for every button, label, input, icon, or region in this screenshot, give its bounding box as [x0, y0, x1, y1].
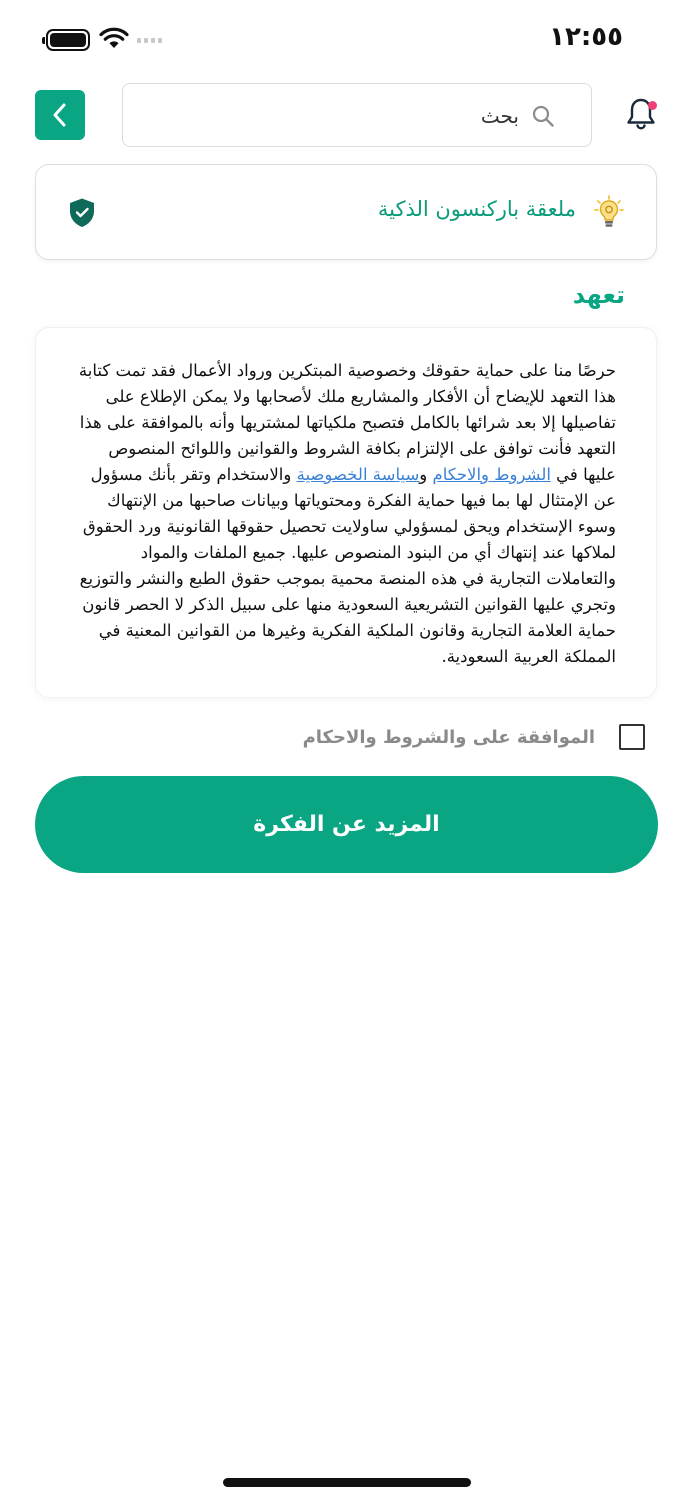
shield-check-icon [68, 197, 96, 229]
pledge-card [35, 327, 657, 698]
agreement-row[interactable] [303, 722, 645, 752]
pledge-section-title: تعهد [572, 281, 625, 309]
link-connector: و [419, 465, 433, 484]
back-button[interactable] [35, 90, 85, 140]
notification-dot [648, 101, 657, 110]
agreement-checkbox[interactable] [619, 724, 645, 750]
battery-icon [46, 29, 90, 51]
status-time: ١٢:٥٥ [549, 22, 623, 52]
pledge-text-intro: حرصًا منا على حماية حقوقك وخصوصية المبتكرين ورواد الأعمال فقد تمت كتابة هذا التعهد للإيضاح أن الأفكار والمشاريع ملك لأصحابها ولا يمكن الإطلاع على تفاصيلها إلا بعد شرائها بالكامل فتصبح ملكياتها لمشتريها وأنه بالموافقة على هذا التعهد فأنت توافق على الإلتزام بكافة الشروط والقوانين واللوائح المنصوص عليها في [78, 361, 616, 484]
pledge-text [76, 358, 616, 670]
signal-icon [137, 38, 162, 43]
agreement-label: الموافقة على والشروط والاحكام [302, 726, 595, 748]
project-title: ملعقة باركنسون الذكية [377, 197, 576, 221]
search-box[interactable] [122, 83, 592, 147]
privacy-policy-link[interactable]: سياسة الخصوصية [296, 465, 420, 484]
back-icon [50, 102, 70, 128]
wifi-icon [99, 26, 129, 50]
search-input[interactable] [157, 84, 521, 147]
terms-link[interactable]: الشروط والاحكام [432, 465, 551, 484]
lightbulb-icon [594, 195, 624, 229]
more-about-idea-button[interactable]: المزيد عن الفكرة [35, 776, 658, 873]
pledge-text-body: والاستخدام وتقر بأنك مسؤول عن الإمتثال لها بما فيها حماية الفكرة ومحتوياتها وبيانات صاحبها من الإنتهاك وسوء الإستخدام ويحق لمسؤولي ساولايت تحصيل حقوقها القانونية ورد الحقوق لملاكها عند إنتهاك أي من البنود المنصوص عليها. جميع الملفات والمواد والتعاملات التجارية في هذه المنصة محمية بموجب حقوق الطبع والنشر والتوزيع وتجري عليها القوانين التشريعية السعودية منها على سبيل الذكر لا الحصر قانون حماية العلامة التجارية وقانون الملكية الفكرية وغيرها من القوانين المعنية في المملكة العربية السعودية. [79, 465, 616, 666]
search-icon [531, 104, 555, 128]
status-bar [0, 0, 693, 80]
project-card[interactable] [35, 164, 657, 260]
home-indicator [223, 1478, 471, 1487]
